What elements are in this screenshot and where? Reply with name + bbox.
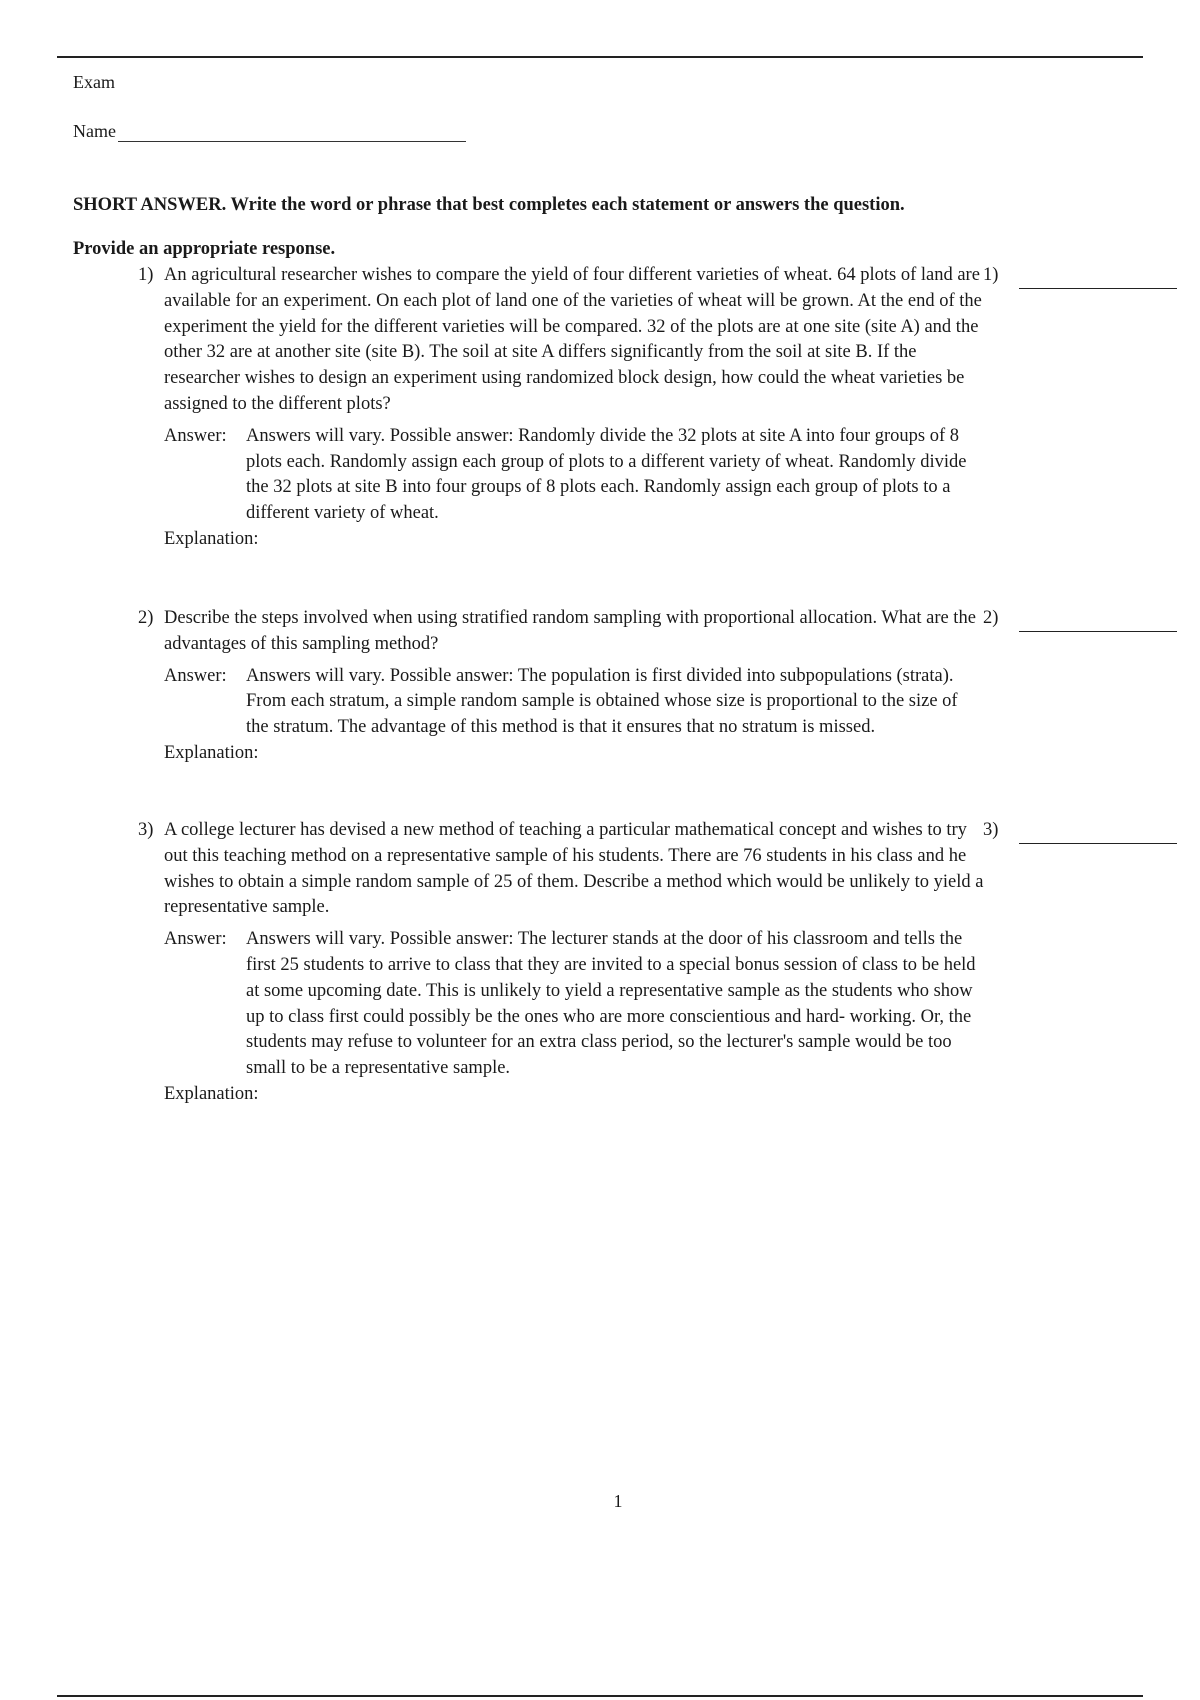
- answer-text: Answers will vary. Possible answer: Randomly divide the 32 plots at site A into four groups of 8 plots each. Randomly assign each group of plots to a different variety of wheat. Randomly divide the 32 plots at site B into four groups of 8 plots each. Randomly assign each group of plots to a different variety of wheat.: [246, 425, 967, 524]
- answer-block: [164, 664, 1148, 741]
- explanation-label: Explanation:: [164, 1083, 259, 1104]
- answer-text: Answers will vary. Possible answer: The lecturer stands at the door of his classroom and tells the first 25 students to arrive to class that they are invited to a special bonus session of class to be held at some upcoming date. This is unlikely to yield a representative sample as the students who show up to class first could possibly be the ones who are more conscientious and hard- working. Or, the students may refuse to volunteer for an extra class period, so the lecturer's sample would be too small to be a representative sample.: [246, 929, 976, 1079]
- section-subheading: Provide an appropriate response.: [73, 239, 336, 259]
- answer-slot-number: 1): [983, 265, 999, 285]
- question-text: Describe the steps involved when using stratified random sampling with proportional allocation. What are the advantages of this sampling method?: [164, 608, 976, 654]
- answer-text: Answers will vary. Possible answer: The population is first divided into subpopulations (strata). From each stratum, a simple random sample is obtained whose size is proportional to the size of the stratum. The advantage of this method is that it ensures that no stratum is missed.: [246, 665, 958, 738]
- question-text: A college lecturer has devised a new method of teaching a particular mathematical concept and wishes to try out this teaching method on a representative sample of his students. There are 76 students in his class and he wishes to obtain a simple random sample of 25 of them. Describe a method which would be unlikely to yield a representative sample.: [164, 820, 984, 918]
- answer-label: Answer:: [164, 425, 227, 446]
- bottom-rule: [57, 1695, 1143, 1697]
- question-3: [138, 818, 1148, 1108]
- explanation-label: Explanation:: [164, 528, 259, 549]
- question-number: 1): [138, 265, 154, 285]
- exam-label: Exam: [73, 72, 115, 92]
- answer-label: Answer:: [164, 929, 227, 950]
- question-text: An agricultural researcher wishes to compare the yield of four different varieties of wheat. 64 plots of land are available for an experiment. On each plot of land one of the varieties of wheat will be grown. At the end of the experiment the yield for the different varieties will be compared. 32 of the plots are at one site (site A) and the other 32 are at another site (site B). The soil at site A differs significantly from the soil at site B. If the researcher wishes to design an experiment using randomized block design, how could the wheat varieties be assigned to the different plots?: [164, 265, 982, 414]
- answer-slot: [983, 606, 1177, 632]
- top-rule: [57, 56, 1143, 58]
- name-blank-line[interactable]: [118, 123, 466, 142]
- answer-blank-line[interactable]: [1019, 609, 1177, 632]
- answer-blank-line[interactable]: [1019, 821, 1177, 844]
- question-number: 2): [138, 608, 154, 628]
- answer-slot: [983, 263, 1177, 289]
- question-number: 3): [138, 820, 154, 840]
- answer-slot-number: 3): [983, 820, 999, 840]
- name-field: [73, 121, 466, 142]
- answer-block: [164, 424, 1148, 527]
- answer-block: [164, 927, 1148, 1082]
- question-2: [138, 606, 1148, 767]
- section-heading: SHORT ANSWER. Write the word or phrase that best completes each statement or answers the question.: [73, 195, 905, 215]
- answer-slot: [983, 818, 1177, 844]
- question-1: [138, 263, 1148, 553]
- answer-slot-number: 2): [983, 608, 999, 628]
- name-label: Name: [73, 121, 116, 141]
- answer-blank-line[interactable]: [1019, 266, 1177, 289]
- page-number: 1: [613, 1491, 623, 1511]
- answer-label: Answer:: [164, 665, 227, 686]
- explanation-label: Explanation:: [164, 742, 259, 763]
